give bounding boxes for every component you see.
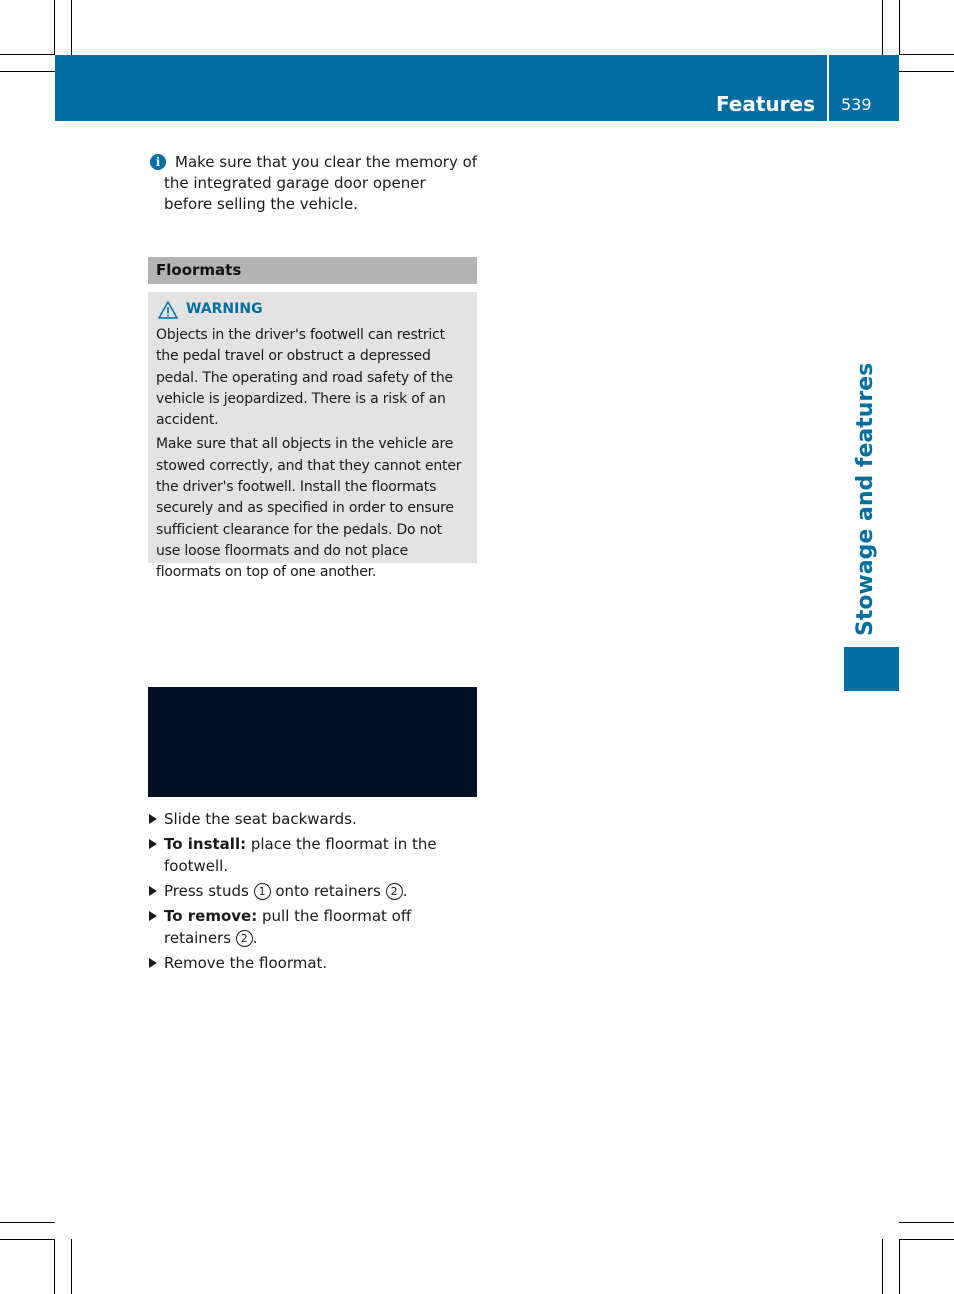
callout-number: 1: [254, 883, 271, 900]
list-item: [148, 952, 478, 974]
floormat-illustration: [148, 687, 477, 797]
crop-mark: [71, 0, 72, 55]
section-heading: Floormats: [148, 257, 477, 284]
page-number: 539: [841, 95, 872, 114]
step-text: .: [252, 929, 258, 947]
chapter-tab: [844, 647, 899, 691]
warning-title: WARNING: [186, 301, 263, 318]
step-arrow-icon: [149, 814, 157, 824]
section-title: Features: [715, 92, 815, 116]
warning-header: [156, 298, 469, 322]
list-item: [148, 905, 478, 949]
crop-mark: [0, 54, 55, 55]
info-icon: i: [150, 154, 166, 170]
crop-mark: [899, 1222, 954, 1223]
info-note-text: Make sure that you clear the memory of the integrated garage door opener before selling the vehicle.: [164, 153, 478, 213]
warning-box: [148, 292, 477, 581]
step-arrow-icon: [149, 958, 157, 968]
step-arrow-icon: [149, 911, 157, 921]
crop-mark: [54, 0, 55, 55]
header-divider: [827, 55, 829, 121]
callout-number: 2: [386, 883, 403, 900]
crop-mark: [71, 1239, 72, 1294]
step-text: onto retainers: [270, 882, 386, 900]
warning-paragraph: Objects in the driver's footwell can restrict the pedal travel or obstruct a depressed pedal. The operating and road safety of the vehicle is jeopardized. There is a risk of an accident.: [156, 327, 453, 429]
step-arrow-icon: [149, 839, 157, 849]
crop-mark: [899, 0, 900, 55]
crop-mark: [899, 54, 954, 55]
crop-mark: [899, 1239, 954, 1240]
step-text: .: [402, 882, 408, 900]
crop-mark: [882, 1239, 883, 1294]
crop-mark: [882, 0, 883, 55]
warning-paragraph: Make sure that all objects in the vehicle are stowed correctly, and that they cannot enter the driver's footwell. Install the floormats securely and as specified in order to ensure sufficient clearance for the pedals. Do not use loose floormats and do not place floormats on top of one another.: [156, 436, 462, 581]
page-header: [55, 55, 899, 121]
step-label: To remove:: [164, 907, 258, 925]
step-text: Remove the floormat.: [164, 954, 328, 972]
crop-mark: [899, 1239, 900, 1294]
step-text: place the floormat in the footwell.: [164, 835, 437, 875]
step-text: Slide the seat backwards.: [164, 810, 357, 828]
step-arrow-icon: [149, 886, 157, 896]
crop-mark: [0, 71, 55, 72]
warning-triangle-icon: [158, 301, 178, 319]
instruction-steps: [148, 808, 478, 977]
callout-number: 2: [236, 930, 253, 947]
crop-mark: [899, 71, 954, 72]
crop-mark: [54, 1239, 55, 1294]
list-item: [148, 808, 478, 830]
step-label: To install:: [164, 835, 247, 853]
list-item: [148, 880, 478, 902]
step-text: Press studs: [164, 882, 254, 900]
crop-mark: [0, 1222, 55, 1223]
step-text: pull the floormat off retainers: [164, 907, 412, 947]
info-note: [148, 152, 478, 215]
crop-mark: [0, 1239, 55, 1240]
list-item: [148, 833, 478, 877]
chapter-tab-label: Stowage and features: [853, 362, 878, 636]
